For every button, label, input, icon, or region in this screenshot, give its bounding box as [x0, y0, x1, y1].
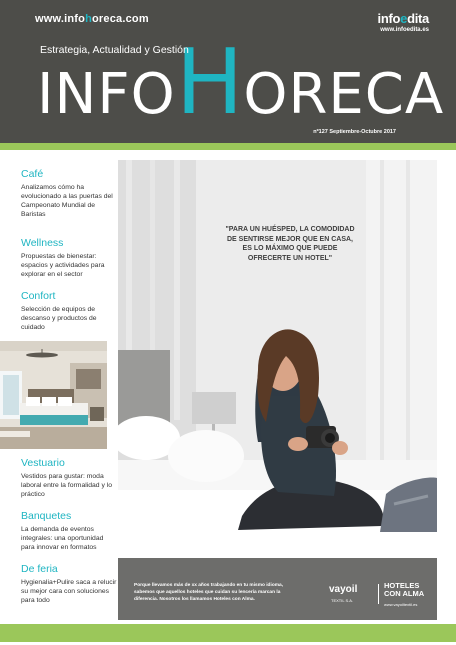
publisher-name — [378, 11, 429, 26]
sidebar-item-title: Café — [21, 168, 44, 180]
advertiser-url[interactable]: www.vayoiltextil.es — [384, 602, 418, 607]
site-url-suffix: oreca.com — [92, 13, 149, 25]
hotel-guest-illustration — [118, 160, 437, 558]
title-part-right: ORECA — [243, 62, 445, 127]
tagline: Estrategia, Actualidad y Gestión — [40, 44, 189, 56]
cover-photo-advert — [118, 160, 437, 620]
sidebar-item-wellness[interactable] — [21, 237, 117, 279]
masthead-header — [0, 0, 456, 143]
sidebar-item-text: La demanda de eventos integrales: una oportunidad para innovar en formatos — [21, 525, 104, 551]
advert-slogan-line-1: HOTELES — [384, 581, 420, 590]
sidebar-item-text: Selección de equipos de descanso y productos de cuidado — [21, 305, 97, 331]
publisher-logo — [378, 11, 429, 33]
advert-slogan — [384, 582, 424, 599]
publisher-name-prefix: info — [377, 11, 401, 26]
site-url[interactable] — [35, 13, 149, 25]
issue-number: nº127 Septiembre-Octubre 2017 — [313, 129, 396, 135]
bedroom-illustration — [0, 341, 107, 449]
sidebar-item-confort[interactable] — [21, 290, 117, 332]
sidebar-item-text: Analizamos cómo ha evolucionado a las puertas del Campeonato Mundial de Baristas — [21, 183, 113, 219]
sidebar-item-title: Vestuario — [21, 457, 65, 469]
cover-quote: "PARA UN HUÉSPED, LA COMODIDAD DE SENTIRSE MEJOR QUE EN CASA, ES LO MÁXIMO QUE PUEDE OFRECERTE UN HOTEL" — [225, 226, 355, 262]
title-part-left: INFO — [37, 62, 176, 127]
publisher-url[interactable]: www.infoedita.es — [380, 27, 429, 33]
site-url-prefix: www.info — [35, 13, 86, 25]
top-divider-band — [0, 143, 456, 150]
sidebar-item-title: Banquetes — [21, 510, 72, 522]
bedroom-photo — [0, 341, 107, 449]
advert-copy: Porque llevamos más de xx años trabajando en tu mismo idioma, sabemos que aquellos hoteles que cuidan su lencería marcan la diferencia. Nosotros los llamamos Hoteles con Alma. — [134, 583, 284, 603]
sidebar-item-vestuario[interactable] — [21, 457, 117, 499]
sidebar-item-banquetes[interactable] — [21, 510, 117, 552]
sidebar-item-title: De feria — [21, 563, 58, 575]
advert-slogan-line-2: CON ALMA — [384, 589, 425, 599]
advertiser-logo-sub: TEXTIL S.A. — [331, 598, 354, 603]
advertiser-logo: vayoil — [329, 584, 358, 595]
sidebar-item-text: Vestidos para gustar: moda laboral entre la formalidad y lo práctico — [21, 472, 113, 498]
sidebar-item-de-feria[interactable] — [21, 563, 117, 605]
sidebar-item-text: Propuestas de bienestar: espacios y actividades para explorar en el sector — [21, 252, 105, 278]
sidebar-item-title: Confort — [21, 290, 56, 302]
site-url-accent: h — [85, 13, 92, 25]
publisher-name-suffix: dita — [407, 11, 429, 26]
advert-bar — [118, 558, 437, 620]
publisher-name-accent: e — [400, 11, 408, 26]
bottom-divider-band — [0, 624, 456, 642]
advert-separator — [378, 584, 379, 604]
sidebar-item-title: Wellness — [21, 237, 64, 249]
sidebar-item-cafe[interactable] — [21, 168, 117, 219]
sidebar-item-text: Hygienalia+Pulire saca a relucir su mejor cara con soluciones para todo — [21, 578, 117, 604]
title-part-accent: H — [175, 30, 244, 135]
